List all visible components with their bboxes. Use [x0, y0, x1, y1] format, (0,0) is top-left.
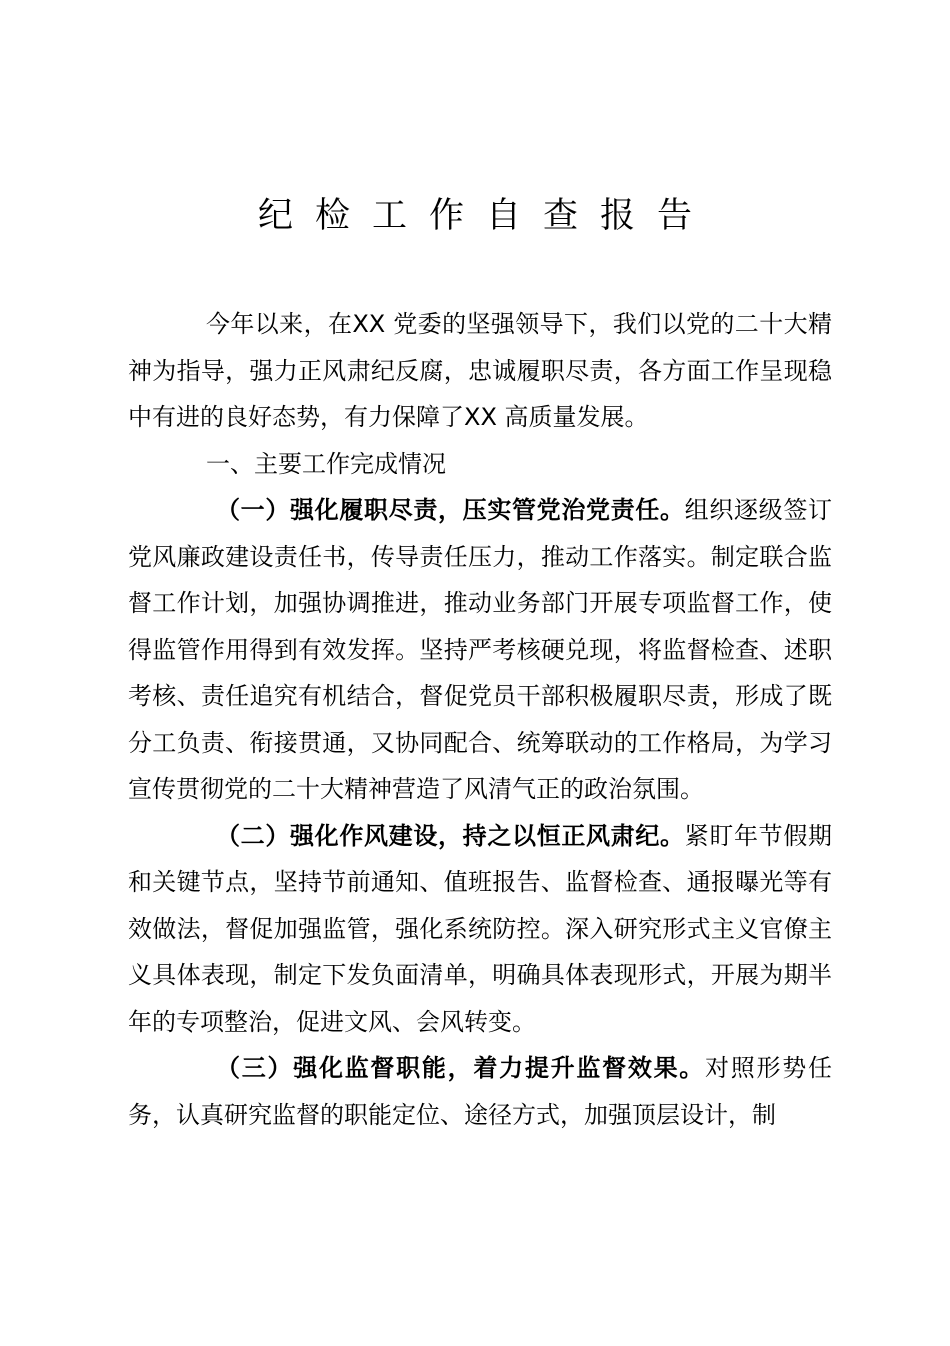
- document-title: 纪检工作自查报告: [257, 196, 714, 236]
- item-1-paragraph: [128, 487, 832, 813]
- item-3-text: 对照形势任务，认真研究监督的职能定位、途径方式，加强顶层设计，制: [128, 1054, 833, 1129]
- item-1-text: 组织逐级签订党风廉政建设责任书，传导责任压力，推动工作落实。制定联合监督工作计划，加强协调推进，推动业务部门开展专项监督工作，使得监管作用得到有效发挥。坚持严考核硬兑现，将监督检查、述职考核、责任追究有机结合，督促党员干部积极履职尽责，形成了既分工负责、衔接贯通，又协同配合、统筹联动的工作格局，为学习宣传贯彻党的二十大精神营造了风清气正的政治氛围。: [128, 496, 833, 803]
- item-1-heading: （一）强化履职尽责，压实管党治党责任。: [216, 496, 685, 524]
- section-heading: 一、主要工作完成情况: [206, 449, 446, 478]
- item-2-text: 紧盯年节假期和关键节点，坚持节前通知、值班报告、监督检查、通报曝光等有效做法，督促加强监管，强化系统防控。深入研究形式主义官僚主义具体表现，制定下发负面清单，明确具体表现形式，开展为期半年的专项整治，促进文风、会风转变。: [128, 821, 833, 1036]
- document-body: [128, 301, 832, 1138]
- item-3-paragraph: [128, 1045, 832, 1138]
- item-3-heading: （三）强化监督职能，着力提升监督效果。: [216, 1054, 706, 1082]
- item-2-heading: （二）强化作风建设，持之以恒正风肃纪。: [216, 821, 685, 850]
- item-2-paragraph: [128, 813, 832, 1046]
- intro-paragraph: 今年以来，在XX 党委的坚强领导下，我们以党的二十大精神为指导，强力正风肃纪反腐，忠诚履职尽责，各方面工作呈现稳中有进的良好态势，有力保障了XX 高质量发展。: [128, 310, 832, 431]
